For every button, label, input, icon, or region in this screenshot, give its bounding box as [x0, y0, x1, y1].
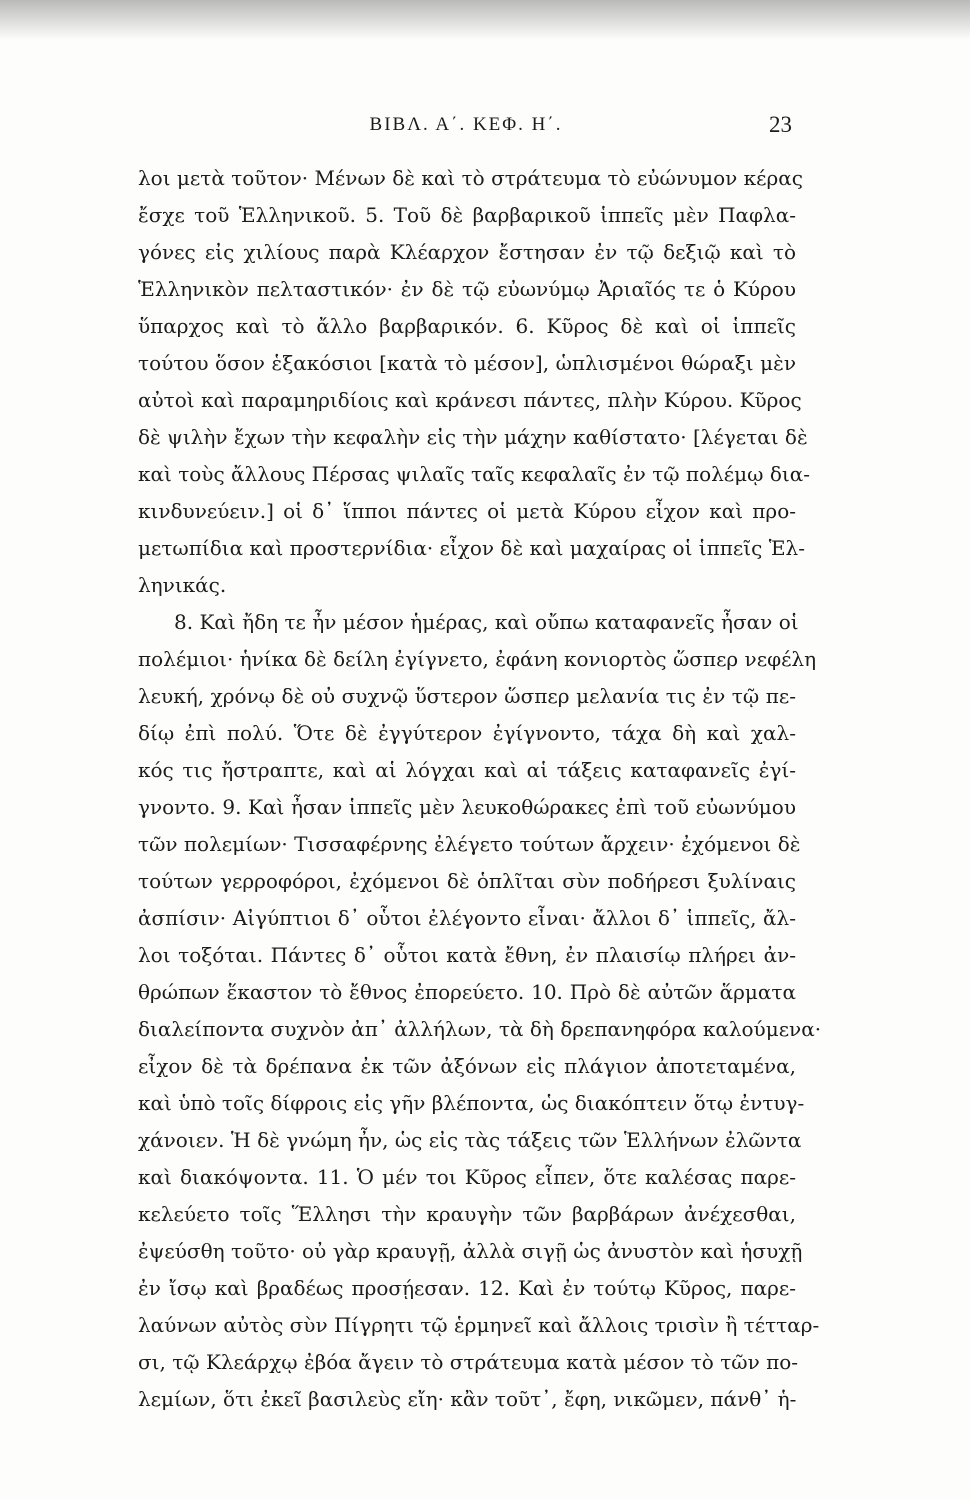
text-line: ληνικάς.: [138, 573, 227, 597]
text-line: πολέμιοι· ἡνίκα δὲ δείλη ἐγίγνετο, ἐφάνη κονιορτὸς ὥσπερ νεφέλη: [138, 647, 817, 671]
text-line: λοι τοξόται. Πάντες δ᾽ οὗτοι κατὰ ἔθνη, ἐν πλαισίῳ πλήρει ἀν-: [138, 943, 796, 967]
text-line: σι, τῷ Κλεάρχῳ ἐβόα ἄγειν τὸ στράτευμα κατὰ μέσον τὸ τῶν πο-: [138, 1350, 799, 1374]
text-line: καὶ διακόψοντα. 11. Ὁ μέν τοι Κῦρος εἶπεν, ὅτε καλέσας παρε-: [138, 1165, 796, 1189]
text-line: καὶ τοὺς ἄλλους Πέρσας ψιλαῖς ταῖς κεφαλαῖς ἐν τῷ πολέμῳ δια-: [138, 462, 810, 486]
text-line: μετωπίδια καὶ προστερνίδια· εἶχον δὲ καὶ μαχαίρας οἱ ἱππεῖς Ἑλ-: [138, 536, 805, 560]
text-line: γόνες εἰς χιλίους παρὰ Κλέαρχον ἔστησαν ἐν τῷ δεξιῷ καὶ τὸ: [138, 240, 796, 264]
text-line: Ἑλληνικὸν πελταστικόν· ἐν δὲ τῷ εὐωνύμῳ Ἀριαῖός τε ὁ Κύρου: [138, 277, 796, 301]
page-number: 23: [769, 112, 792, 137]
text-line: τούτου ὅσον ἑξακόσιοι [κατὰ τὸ μέσον], ὡπλισμένοι θώραξι μὲν: [138, 351, 796, 375]
text-line: εἶχον δὲ τὰ δρέπανα ἐκ τῶν ἀξόνων εἰς πλάγιον ἀποτεταμένα,: [138, 1054, 796, 1078]
text-line: κός τις ἤστραπτε, καὶ αἱ λόγχαι καὶ αἱ τάξεις καταφανεῖς ἐγί-: [138, 758, 796, 782]
text-line: αὐτοὶ καὶ παραμηριδίοις καὶ κράνεσι πάντες, πλὴν Κύρου. Κῦρος: [138, 388, 802, 412]
text-line: ἔσχε τοῦ Ἑλληνικοῦ. 5. Τοῦ δὲ βαρβαρικοῦ ἱππεῖς μὲν Παφλα-: [138, 203, 796, 227]
text-line: δίῳ ἐπὶ πολύ. Ὅτε δὲ ἐγγύτερον ἐγίγνοντο, τάχα δὴ καὶ χαλ-: [138, 721, 796, 745]
body-text: [138, 160, 822, 1418]
text-line: λεμίων, ὅτι ἐκεῖ βασιλεὺς εἴη· κἂν τοῦτ᾽, ἔφη, νικῶμεν, πάνθ᾽ ἡ-: [138, 1387, 797, 1411]
text-line: καὶ ὑπὸ τοῖς δίφροις εἰς γῆν βλέποντα, ὡς διακόπτειν ὅτῳ ἐντυγ-: [138, 1091, 805, 1115]
running-head: ΒΙΒΛ. Α΄. ΚΕΦ. Η΄.: [369, 114, 563, 135]
text-line: κελεύετο τοῖς Ἕλλησι τὴν κραυγὴν τῶν βαρβάρων ἀνέχεσθαι,: [138, 1202, 796, 1226]
text-line: διαλείποντα συχνὸν ἀπ᾽ ἀλλήλων, τὰ δὴ δρεπανηφόρα καλούμενα·: [138, 1017, 822, 1041]
page-header: [140, 112, 792, 148]
text-line: 8. Καὶ ἤδη τε ἦν μέσον ἡμέρας, καὶ οὔπω καταφανεῖς ἦσαν οἱ: [174, 610, 799, 634]
text-line: ἐν ἴσῳ καὶ βραδέως προσῄεσαν. 12. Καὶ ἐν τούτῳ Κῦρος, παρε-: [138, 1276, 796, 1300]
text-line: τούτων γερροφόροι, ἐχόμενοι δὲ ὁπλῖται σὺν ποδήρεσι ξυλίναις: [138, 869, 796, 893]
text-line: ὕπαρχος καὶ τὸ ἄλλο βαρβαρικόν. 6. Κῦρος δὲ καὶ οἱ ἱππεῖς: [138, 314, 796, 338]
text-line: ἀσπίσιν· Αἰγύπτιοι δ᾽ οὗτοι ἐλέγοντο εἶναι· ἄλλοι δ᾽ ἱππεῖς, ἄλ-: [138, 906, 796, 930]
text-line: τῶν πολεμίων· Τισσαφέρνης ἐλέγετο τούτων ἄρχειν· ἐχόμενοι δὲ: [138, 832, 801, 856]
text-line: ἐψεύσθη τοῦτο· οὐ γὰρ κραυγῇ, ἀλλὰ σιγῇ ὡς ἀνυστὸν καὶ ἡσυχῇ: [138, 1239, 803, 1263]
text-line: θρώπων ἕκαστον τὸ ἔθνος ἐπορεύετο. 10. Πρὸ δὲ αὐτῶν ἅρματα: [138, 980, 796, 1004]
scan-shadow: [0, 0, 970, 40]
text-line: χάνοιεν. Ἡ δὲ γνώμη ἦν, ὡς εἰς τὰς τάξεις τῶν Ἑλλήνων ἐλῶντα: [138, 1128, 802, 1152]
text-line: λοι μετὰ τοῦτον· Μένων δὲ καὶ τὸ στράτευμα τὸ εὐώνυμον κέρας: [138, 166, 803, 190]
text-line: δὲ ψιλὴν ἔχων τὴν κεφαλὴν εἰς τὴν μάχην καθίστατο· [λέγεται δὲ: [138, 425, 808, 449]
text-line: κινδυνεύειν.] οἱ δ᾽ ἵπποι πάντες οἱ μετὰ Κύρου εἶχον καὶ προ-: [138, 499, 796, 523]
text-line: λευκή, χρόνῳ δὲ οὐ συχνῷ ὕστερον ὥσπερ μελανία τις ἐν τῷ πε-: [138, 684, 796, 708]
text-line: λαύνων αὐτὸς σὺν Πίγρητι τῷ ἑρμηνεῖ καὶ ἄλλοις τρισὶν ἢ τέτταρ-: [138, 1313, 820, 1337]
text-line: γνοντο. 9. Καὶ ἦσαν ἱππεῖς μὲν λευκοθώρακες ἐπὶ τοῦ εὐωνύμου: [138, 795, 796, 819]
